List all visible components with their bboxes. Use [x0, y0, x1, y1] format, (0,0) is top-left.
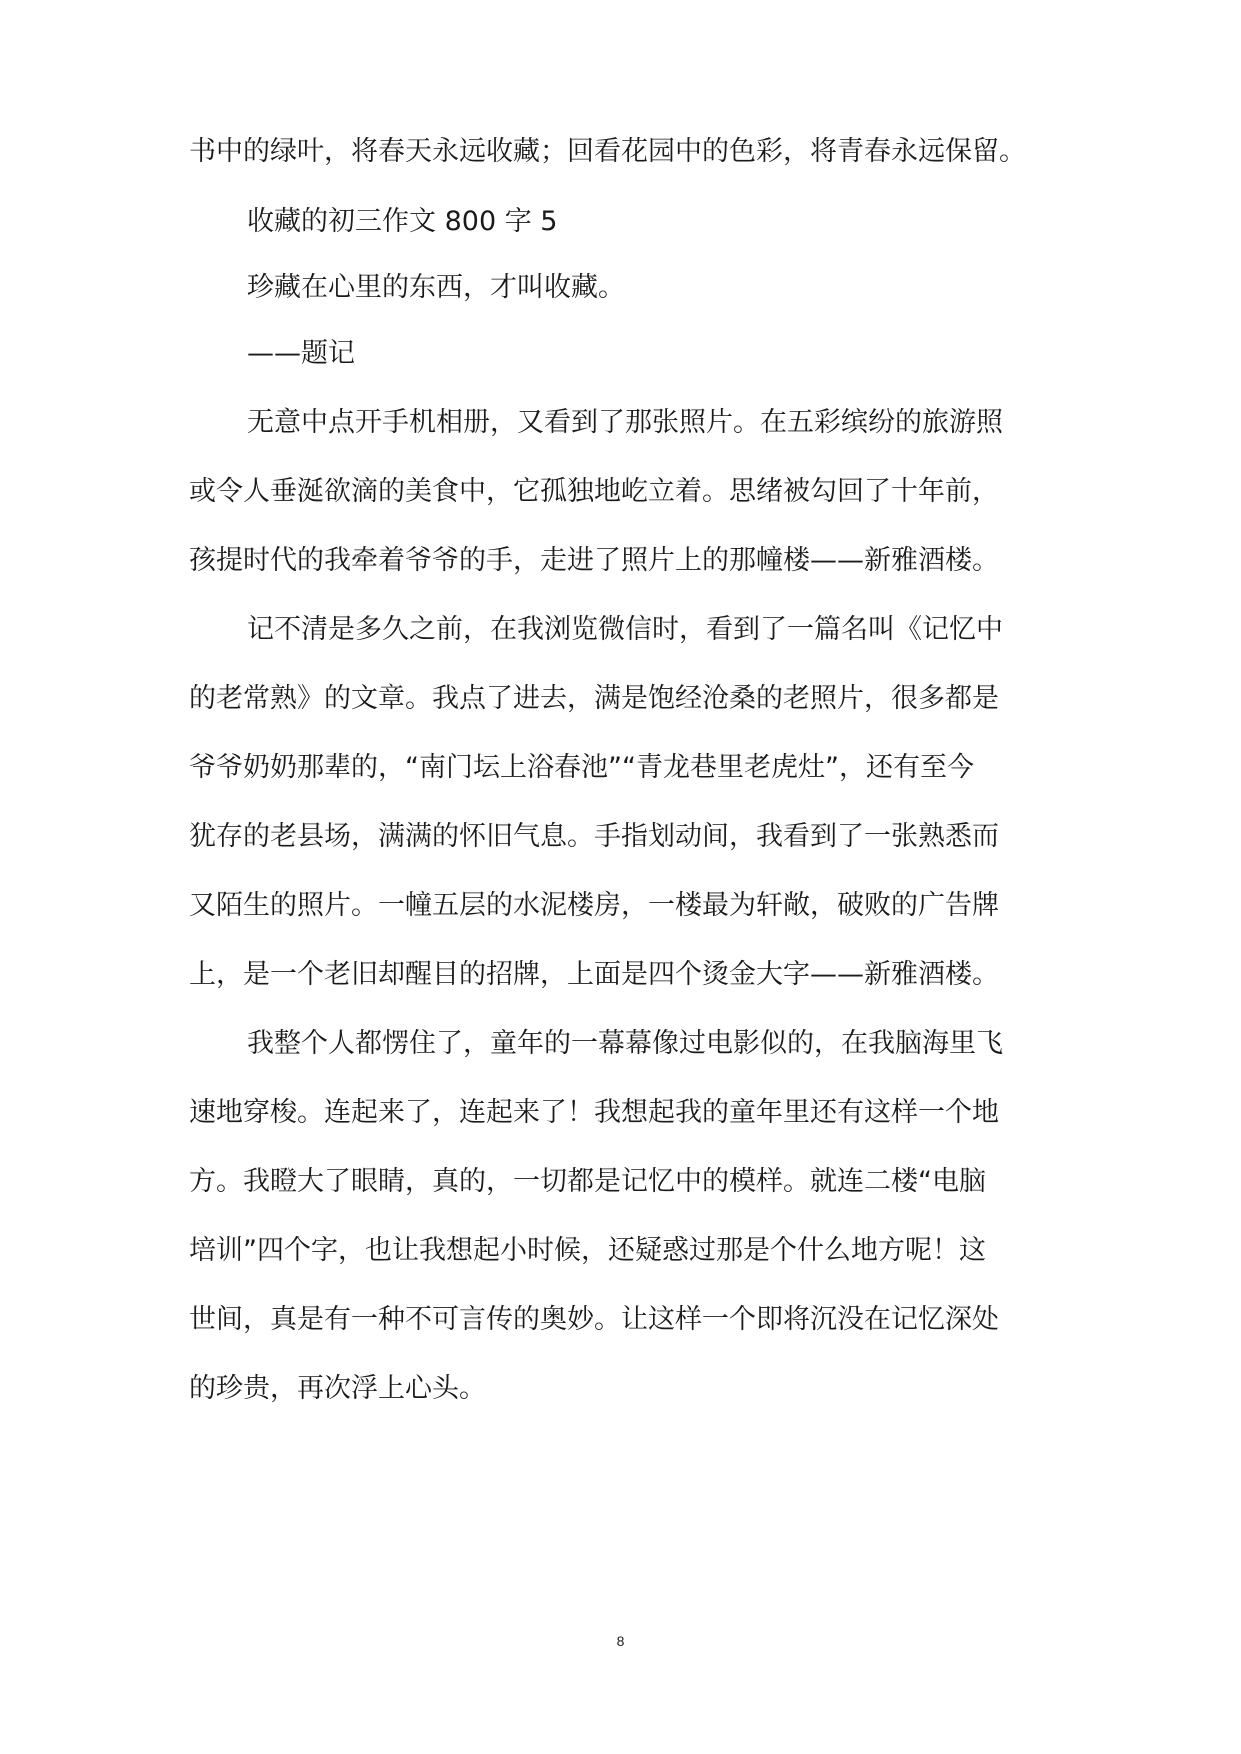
paragraph-line: 爷爷奶奶那辈的，“南门坛上浴春池”“青龙巷里老虎灶”，还有至今 [189, 752, 974, 783]
paragraph-line: 犹存的老县场，满满的怀旧气息。手指划动间，我看到了一张熟悉而 [189, 821, 999, 852]
paragraph-line: 书中的绿叶，将春天永远收藏；回看花园中的色彩，将青春永远保留。 [189, 136, 1026, 167]
section-heading: 收藏的初三作文 800 字 5 [247, 206, 558, 237]
epigraph-attribution: ——题记 [247, 338, 355, 369]
paragraph-line: 世间，真是有一种不可言传的奥妙。让这样一个即将沉没在记忆深处 [189, 1304, 999, 1335]
paragraph-line: 速地穿梭。连起来了，连起来了！我想起我的童年里还有这样一个地 [189, 1097, 999, 1128]
paragraph-line: 方。我瞪大了眼睛，真的，一切都是记忆中的模样。就连二楼“电脑 [189, 1166, 986, 1197]
paragraph-line: 或令人垂涎欲滴的美食中，它孤独地屹立着。思绪被勾回了十年前， [189, 476, 999, 507]
paragraph-line: 孩提时代的我牵着爷爷的手，走进了照片上的那幢楼——新雅酒楼。 [189, 545, 999, 576]
paragraph-line: 培训”四个字，也让我想起小时候，还疑惑过那是个什么地方呢！这 [189, 1235, 986, 1266]
epigraph: 珍藏在心里的东西，才叫收藏。 [247, 272, 625, 303]
paragraph-line: 上，是一个老旧却醒目的招牌，上面是四个烫金大字——新雅酒楼。 [189, 959, 999, 990]
paragraph-line: 的老常熟》的文章。我点了进去，满是饱经沧桑的老照片，很多都是 [189, 683, 999, 714]
paragraph-line: 无意中点开手机相册，又看到了那张照片。在五彩缤纷的旅游照 [247, 407, 1003, 438]
paragraph-line: 的珍贵，再次浮上心头。 [189, 1373, 486, 1404]
paragraph-line: 又陌生的照片。一幢五层的水泥楼房，一楼最为轩敞，破败的广告牌 [189, 890, 999, 921]
paragraph-line: 记不清是多久之前，在我浏览微信时，看到了一篇名叫《记忆中 [247, 614, 1003, 645]
page-number: 8 [616, 1633, 625, 1649]
paragraph-line: 我整个人都愣住了，童年的一幕幕像过电影似的，在我脑海里飞 [247, 1028, 1003, 1059]
